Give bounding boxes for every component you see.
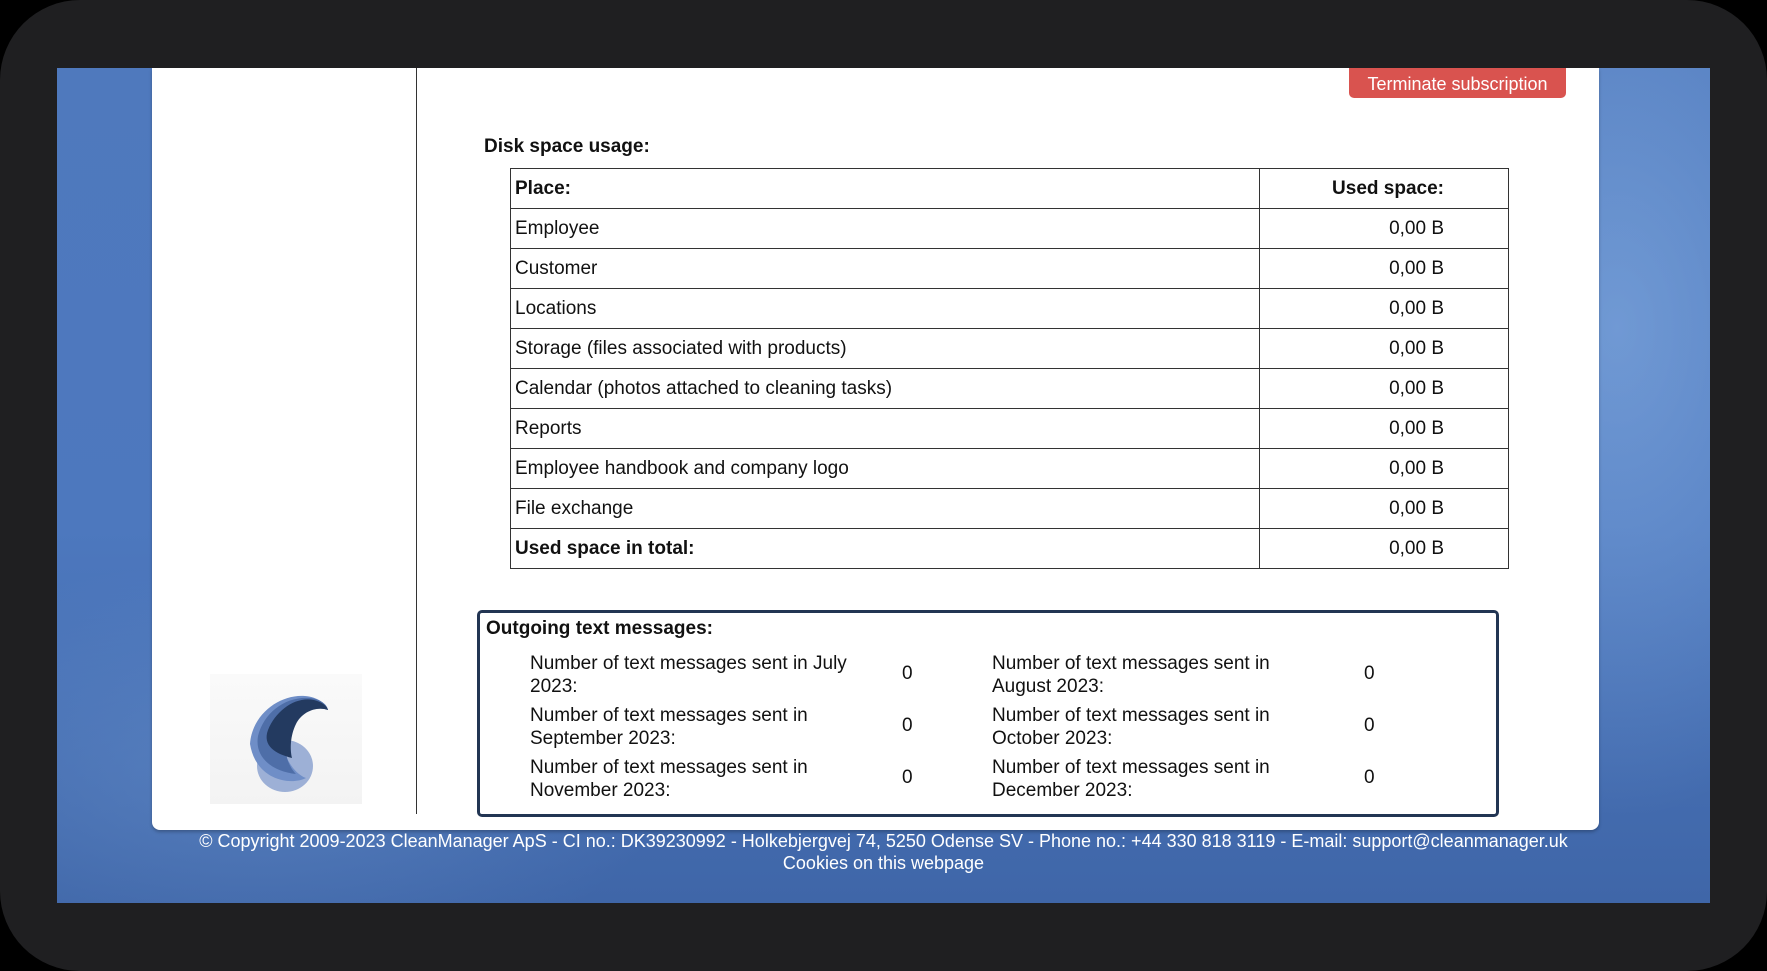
- browser-viewport: [57, 68, 1710, 903]
- table-header-row: [511, 169, 1509, 209]
- sms-value: 0: [902, 715, 913, 736]
- column-header-used-space: Used space:: [1260, 169, 1509, 209]
- used-space-cell: 0,00 B: [1260, 449, 1509, 489]
- footer-copyright: © Copyright 2009-2023 CleanManager ApS - CI no.: DK39230992 - Holkebjergvej 74, 5250 Odense SV - Phone no.: +44 330 818 3119 - E-mail: support@cleanmanager.uk: [199, 831, 1568, 851]
- used-space-cell: 0,00 B: [1260, 289, 1509, 329]
- used-space-cell: 0,00 B: [1260, 209, 1509, 249]
- place-cell: Locations: [511, 289, 1260, 329]
- used-space-cell: 0,00 B: [1260, 489, 1509, 529]
- place-cell: Customer: [511, 249, 1260, 289]
- cleanmanager-logo-icon: [210, 674, 362, 804]
- table-row: [511, 249, 1509, 289]
- page-footer: [57, 830, 1710, 874]
- sms-label: Number of text messages sent in November 2023:: [530, 757, 808, 801]
- cookies-link[interactable]: Cookies on this webpage: [782, 853, 985, 873]
- sms-label: Number of text messages sent in August 2023:: [992, 653, 1270, 697]
- place-cell: Reports: [511, 409, 1260, 449]
- used-space-cell: 0,00 B: [1260, 369, 1509, 409]
- table-row: [511, 449, 1509, 489]
- used-space-cell: 0,00 B: [1260, 249, 1509, 289]
- place-cell: Employee: [511, 209, 1260, 249]
- outgoing-text-messages-box: [477, 610, 1499, 817]
- table-row: [511, 409, 1509, 449]
- used-space-cell: 0,00 B: [1260, 409, 1509, 449]
- total-used-space-cell: 0,00 B: [1260, 529, 1509, 569]
- sms-section-title: Outgoing text messages:: [486, 618, 713, 639]
- place-cell: Calendar (photos attached to cleaning tasks): [511, 369, 1260, 409]
- total-label-cell: Used space in total:: [511, 529, 1260, 569]
- sms-label: Number of text messages sent in July 2023:: [530, 653, 847, 697]
- table-row: [511, 289, 1509, 329]
- sms-value: 0: [902, 767, 913, 788]
- table-row: [511, 369, 1509, 409]
- sms-label: Number of text messages sent in October 2023:: [992, 705, 1270, 749]
- table-total-row: [511, 529, 1509, 569]
- place-cell: Employee handbook and company logo: [511, 449, 1260, 489]
- sidebar-divider: [416, 68, 417, 814]
- sms-row: [480, 648, 1496, 700]
- sms-value: 0: [1364, 663, 1375, 684]
- terminate-subscription-button[interactable]: Terminate subscription: [1349, 68, 1566, 98]
- used-space-cell: 0,00 B: [1260, 329, 1509, 369]
- disk-usage-title: Disk space usage:: [484, 136, 650, 157]
- sms-value: 0: [1364, 715, 1375, 736]
- table-row: [511, 209, 1509, 249]
- sms-label: Number of text messages sent in December 2023:: [992, 757, 1270, 801]
- content-panel: [152, 68, 1599, 830]
- place-cell: Storage (files associated with products): [511, 329, 1260, 369]
- sms-value: 0: [1364, 767, 1375, 788]
- sms-label: Number of text messages sent in September 2023:: [530, 705, 808, 749]
- table-row: [511, 329, 1509, 369]
- table-row: [511, 489, 1509, 529]
- sms-row: [480, 700, 1496, 752]
- disk-usage-table: [510, 168, 1509, 569]
- sms-row: [480, 752, 1496, 804]
- column-header-place: Place:: [511, 169, 1260, 209]
- place-cell: File exchange: [511, 489, 1260, 529]
- sms-value: 0: [902, 663, 913, 684]
